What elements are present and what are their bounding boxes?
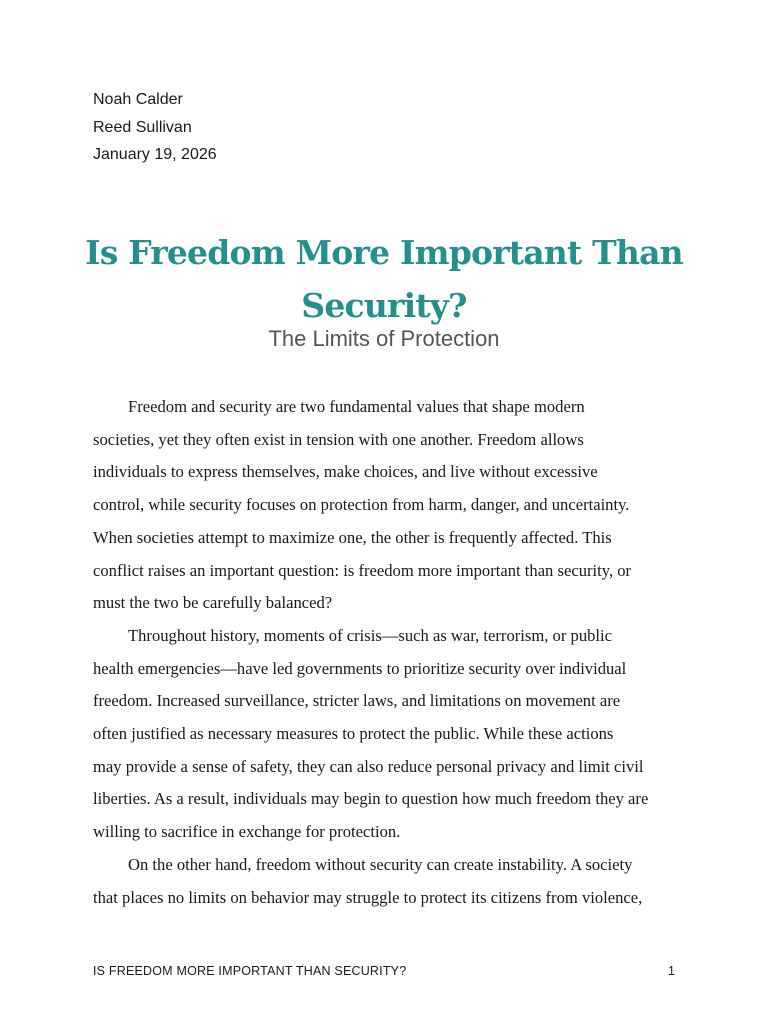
text-line: often justified as necessary measures to protect the public. While these actions: [93, 724, 614, 744]
text-line: willing to sacrifice in exchange for protection.: [93, 822, 401, 842]
text-line: Freedom and security are two fundamental values that shape modern: [128, 397, 585, 416]
paragraph-1: [93, 391, 673, 620]
page-number: 1: [668, 964, 675, 978]
text-line: When societies attempt to maximize one, the other is frequently affected. This: [93, 527, 612, 547]
text-line: societies, yet they often exist in tension with one another. Freedom allows: [93, 429, 584, 449]
body-text: [93, 391, 673, 914]
text-line: liberties. As a result, individuals may begin to question how much freedom they are: [93, 789, 649, 809]
text-line: Throughout history, moments of crisis—such as war, terrorism, or public: [128, 625, 613, 645]
text-line: that places no limits on behavior may struggle to protect its citizens from violence,: [93, 887, 643, 907]
page-subtitle: The Limits of Protection: [268, 326, 500, 351]
text-line: must the two be carefully balanced?: [93, 593, 333, 613]
author-name: Noah Calder: [93, 91, 183, 108]
text-line: may provide a sense of safety, they can also reduce personal privacy and limit civil: [93, 756, 644, 776]
text-line: health emergencies—have led governments to prioritize security over individual: [93, 658, 627, 678]
text-line: freedom. Increased surveillance, stricter laws, and limitations on movement are: [93, 691, 621, 711]
instructor-name: Reed Sullivan: [93, 118, 192, 136]
paragraph-3: [93, 849, 673, 914]
page-title: [60, 226, 708, 332]
text-line: control, while security focuses on protection from harm, danger, and uncertainty.: [93, 495, 630, 515]
date: January 19, 2026: [93, 146, 217, 163]
text-line: individuals to express themselves, make choices, and live without excessive: [93, 462, 598, 482]
running-head: IS FREEDOM MORE IMPORTANT THAN SECURITY?: [93, 964, 407, 978]
header-block: [93, 86, 217, 169]
paragraph-2: [93, 620, 673, 849]
text-line: On the other hand, freedom without security can create instability. A society: [128, 854, 633, 874]
title-line-2: Security?: [301, 286, 467, 325]
title-line-1: Is Freedom More Important Than: [85, 233, 683, 272]
text-line: conflict raises an important question: is freedom more important than security, or: [93, 560, 632, 580]
